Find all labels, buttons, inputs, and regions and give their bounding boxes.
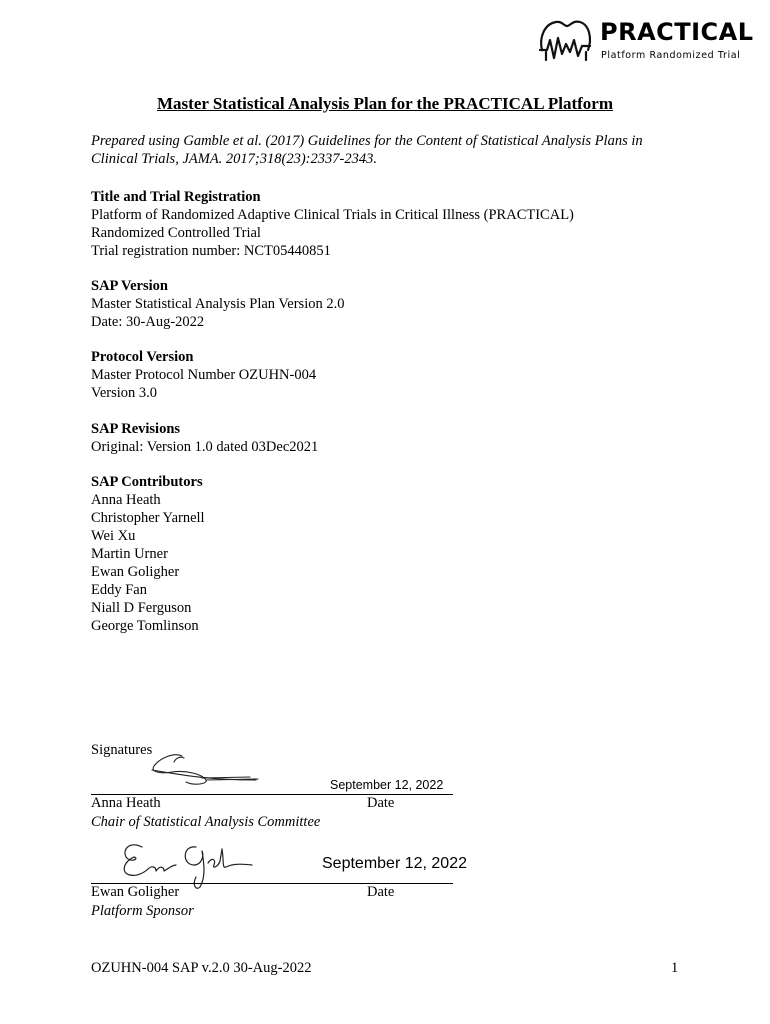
section-heading: Title and Trial Registration [91, 189, 261, 205]
prepared-note: Prepared using Gamble et al. (2017) Guidelines for the Content of Statistical Analysis Plans in Clinical Trials, JAMA. 2017;318(23):2337-2343. [91, 133, 643, 167]
document-title: Master Statistical Analysis Plan for the PRACTICAL Platform [157, 94, 613, 113]
date-label-1: Date [367, 795, 395, 811]
section-heading: SAP Version [91, 278, 168, 294]
section-line: Master Statistical Analysis Plan Version 2.0 [91, 296, 345, 312]
contributor-name: Niall D Ferguson [91, 600, 192, 616]
signature-date-1: September 12, 2022 [330, 778, 444, 792]
logo-title: PRACTICAL [600, 18, 754, 46]
section-line: Original: Version 1.0 dated 03Dec2021 [91, 439, 319, 455]
section-line: Platform of Randomized Adaptive Clinical Trials in Critical Illness (PRACTICAL) [91, 207, 574, 223]
contributor-name: Christopher Yarnell [91, 510, 205, 526]
contributor-name: George Tomlinson [91, 618, 199, 634]
section-line: Randomized Controlled Trial [91, 225, 261, 241]
section-sap-contributors [91, 473, 691, 635]
section-line: Trial registration number: NCT05440851 [91, 243, 331, 259]
signatures-label: Signatures [91, 742, 153, 758]
contributor-name: Anna Heath [91, 492, 161, 508]
contributor-name: Wei Xu [91, 528, 136, 544]
logo-subtitle: Platform Randomized Trial [601, 50, 741, 61]
section-title-registration [91, 188, 691, 260]
section-sap-revisions [91, 420, 691, 456]
date-label-2: Date [367, 884, 395, 900]
section-heading: Protocol Version [91, 349, 194, 365]
contributor-name: Ewan Goligher [91, 564, 180, 580]
contributor-name: Eddy Fan [91, 582, 147, 598]
section-protocol-version [91, 348, 691, 402]
signer-role-1: Chair of Statistical Analysis Committee [91, 814, 321, 830]
signature-date-2: September 12, 2022 [322, 855, 467, 872]
page-number: 1 [671, 960, 679, 976]
signer-name-2: Ewan Goligher [91, 884, 180, 900]
footer-document-id: OZUHN-004 SAP v.2.0 30-Aug-2022 [91, 960, 312, 976]
section-line: Master Protocol Number OZUHN-004 [91, 367, 317, 383]
section-sap-version [91, 277, 691, 331]
section-line: Version 3.0 [91, 385, 158, 401]
section-line: Date: 30-Aug-2022 [91, 314, 205, 330]
signer-role-2: Platform Sponsor [91, 903, 194, 919]
contributor-name: Martin Urner [91, 546, 168, 562]
section-heading: SAP Revisions [91, 421, 181, 437]
signer-name-1: Anna Heath [91, 795, 161, 811]
signature-anna-heath-icon [146, 744, 266, 792]
section-heading: SAP Contributors [91, 474, 203, 490]
